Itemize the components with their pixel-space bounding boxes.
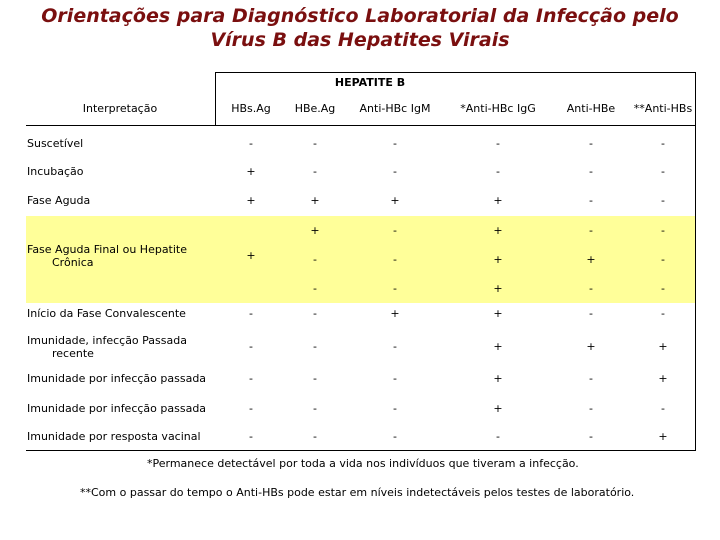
table-cell: - <box>496 137 500 150</box>
table-cell: + <box>493 340 503 353</box>
table-cell: + <box>493 372 503 385</box>
table-cell: - <box>496 430 500 443</box>
table-cell: - <box>313 430 317 443</box>
table-cell: + <box>390 307 400 320</box>
header-4: *Anti-HBc IgG <box>460 102 536 115</box>
header-3: Anti-HBc IgM <box>359 102 431 115</box>
table-cell: - <box>589 430 593 443</box>
table-cell: - <box>313 165 317 178</box>
table-cell: - <box>393 224 397 237</box>
table-cell: - <box>393 282 397 295</box>
footnote-1: *Permanece detectável por toda a vida nos indivíduos que tiveram a infecção. <box>147 457 579 470</box>
table-cell: - <box>589 372 593 385</box>
table-cell: + <box>586 253 596 266</box>
table-cell: + <box>390 194 400 207</box>
header-2: HBe.Ag <box>294 102 336 115</box>
table-cell: - <box>661 402 665 415</box>
table-cell: - <box>249 372 253 385</box>
row-label: Fase Aguda <box>27 194 91 207</box>
table-cell: - <box>313 282 317 295</box>
table-cell: - <box>661 137 665 150</box>
table-cell: - <box>661 282 665 295</box>
table-cell: + <box>493 402 503 415</box>
table-cell: - <box>393 165 397 178</box>
row-label-cont: recente <box>52 347 94 360</box>
rule-table-bottom <box>26 450 696 451</box>
row-label-cont: Crônica <box>52 256 94 269</box>
header-interpretacao: Interpretação <box>82 102 158 115</box>
table-cell: - <box>249 307 253 320</box>
table-cell: + <box>493 307 503 320</box>
table-cell: - <box>249 402 253 415</box>
header-6: **Anti-HBs <box>633 102 693 115</box>
table-cell: - <box>589 224 593 237</box>
table-cell: - <box>589 194 593 207</box>
table-cell: - <box>313 340 317 353</box>
footnote-2: **Com o passar do tempo o Anti-HBs pode estar em níveis indetectáveis pelos testes de laboratório. <box>80 486 635 499</box>
table-cell: - <box>313 372 317 385</box>
page-title <box>0 4 720 52</box>
table-cell: + <box>310 224 320 237</box>
table-cell: - <box>661 165 665 178</box>
table-cell: - <box>313 137 317 150</box>
table-cell: - <box>589 402 593 415</box>
rule-right <box>695 72 696 451</box>
table-cell: + <box>493 194 503 207</box>
table-cell: + <box>493 282 503 295</box>
table-cell: + <box>246 165 256 178</box>
table-cell: - <box>589 282 593 295</box>
table-cell: + <box>310 194 320 207</box>
title-line-1: Orientações para Diagnóstico Laboratorial da Infecção pelo <box>41 5 679 27</box>
rule-header-bottom <box>26 125 696 126</box>
table-cell: - <box>393 340 397 353</box>
row-label: Suscetível <box>27 137 84 150</box>
table-cell: + <box>586 340 596 353</box>
table-cell: - <box>496 165 500 178</box>
table-cell: - <box>589 307 593 320</box>
table-cell: - <box>589 137 593 150</box>
table-cell: + <box>658 430 668 443</box>
row-label: Incubação <box>27 165 84 178</box>
table-cell: + <box>658 340 668 353</box>
table-cell: - <box>393 372 397 385</box>
row-label: Início da Fase Convalescente <box>27 307 186 320</box>
table-cell: - <box>661 253 665 266</box>
table-cell: - <box>661 224 665 237</box>
table-cell: - <box>313 307 317 320</box>
table-cell: - <box>393 137 397 150</box>
table-cell: + <box>246 194 256 207</box>
row-label: Imunidade por infecção passada <box>27 402 207 415</box>
rule-top <box>215 72 696 73</box>
table-cell: - <box>249 137 253 150</box>
title-line-2: Vírus B das Hepatites Virais <box>210 29 510 51</box>
table-cell: - <box>589 165 593 178</box>
table-cell: + <box>246 249 256 262</box>
table-cell: - <box>393 253 397 266</box>
table-cell: - <box>393 430 397 443</box>
table-cell: + <box>658 372 668 385</box>
header-5: Anti-HBe <box>566 102 616 115</box>
rule-left <box>215 72 216 126</box>
table-cell: - <box>249 340 253 353</box>
row-label: Fase Aguda Final ou Hepatite <box>27 243 188 256</box>
group-header: HEPATITE B <box>334 76 406 89</box>
table-cell: - <box>249 430 253 443</box>
table-cell: - <box>661 307 665 320</box>
table-cell: - <box>393 402 397 415</box>
table-cell: + <box>493 224 503 237</box>
table-cell: - <box>661 194 665 207</box>
table-cell: + <box>493 253 503 266</box>
table-cell: - <box>313 402 317 415</box>
header-1: HBs.Ag <box>231 102 271 115</box>
row-label: Imunidade por infecção passada <box>27 372 207 385</box>
row-label: Imunidade, infecção Passada <box>27 334 187 347</box>
row-label: Imunidade por resposta vacinal <box>27 430 201 443</box>
table-cell: - <box>313 253 317 266</box>
